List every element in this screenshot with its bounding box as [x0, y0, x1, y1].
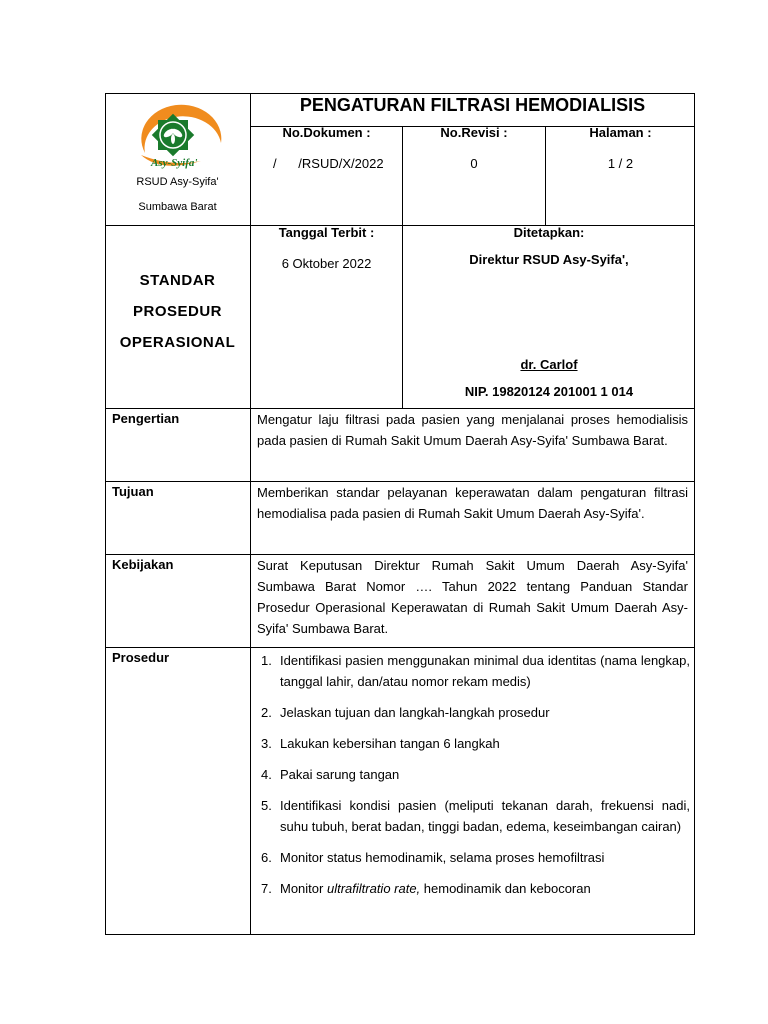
border-right	[694, 93, 695, 935]
step-number: 2.	[261, 705, 272, 720]
procedure-step	[255, 702, 690, 723]
step-text: Identifikasi pasien menggunakan minimal dua identitas (nama lengkap, tanggal lahir, dan/atau nomor rekam medis)	[280, 653, 690, 689]
step-number: 3.	[261, 736, 272, 751]
doc-number-label: No.Dokumen :	[282, 125, 371, 140]
tujuan-text: Memberikan standar pelayanan keperawatan dalam pengaturan filtrasi hemodialisa pada pasien di Rumah Sakit Umum Daerah Asy-Syifa'.	[257, 485, 688, 521]
procedure-step	[255, 795, 690, 837]
tujuan-label: Tujuan	[112, 484, 154, 499]
sop-title-line-3: OPERASIONAL	[119, 334, 236, 351]
procedure-step	[255, 650, 690, 692]
approved-label: Ditetapkan:	[513, 225, 585, 240]
step-text: Jelaskan tujuan dan langkah-langkah prosedur	[280, 705, 550, 720]
logo-wordmark: Asy-Syifa'	[151, 157, 198, 169]
document-title: PENGATURAN FILTRASI HEMODIALISIS	[299, 95, 646, 115]
procedure-step	[255, 878, 690, 899]
pengertian-text: Mengatur laju filtrasi pada pasien yang menjalanai proses hemodialisis pada pasien di Rumah Sakit Umum Daerah Asy-Syifa' Sumbawa Barat.	[257, 412, 688, 448]
step-text: Pakai sarung tangan	[280, 767, 400, 782]
procedure-step	[255, 847, 690, 868]
label-column-divider	[250, 93, 251, 935]
hospital-logo	[131, 103, 227, 173]
procedure-step	[255, 733, 690, 754]
step-number: 4.	[261, 767, 272, 782]
prosedur-label: Prosedur	[112, 650, 170, 665]
border-bottom	[105, 934, 695, 935]
sop-title-line-2: PROSEDUR	[132, 303, 222, 320]
pengertian-label: Pengertian	[112, 411, 180, 426]
issue-date-label: Tanggal Terbit :	[278, 225, 375, 240]
hospital-name: RSUD Asy-Syifa'	[136, 176, 219, 188]
page-value: 1 / 2	[607, 156, 634, 171]
revision-value: 0	[470, 156, 478, 171]
approver-name: dr. Carlof	[520, 357, 578, 372]
step-text: Lakukan kebersihan tangan 6 langkah	[280, 736, 500, 751]
kebijakan-label: Kebijakan	[112, 557, 174, 572]
step-text-prefix: Monitor	[280, 881, 327, 896]
approver-title: Direktur RSUD Asy-Syifa',	[469, 252, 629, 267]
procedure-list	[255, 650, 690, 909]
revision-label: No.Revisi :	[440, 125, 508, 140]
row-divider-5	[105, 647, 695, 648]
hospital-location: Sumbawa Barat	[138, 201, 217, 213]
procedure-step	[255, 764, 690, 785]
step-number: 1.	[261, 653, 272, 668]
doc-number-value: / /RSUD/X/2022	[273, 156, 384, 171]
sop-title-line-1: STANDAR	[139, 272, 216, 289]
page-label: Halaman :	[589, 125, 652, 140]
step-number: 6.	[261, 850, 272, 865]
approver-nip: NIP. 19820124 201001 1 014	[464, 384, 634, 399]
step-text-suffix: hemodinamik dan kebocoran	[420, 881, 591, 896]
step-text: Identifikasi kondisi pasien (meliputi tekanan darah, frekuensi nadi, suhu tubuh, berat badan, tinggi badan, edema, keseimbangan cairan)	[280, 798, 690, 834]
step-number: 7.	[261, 881, 272, 896]
kebijakan-text: Surat Keputusan Direktur Rumah Sakit Umum Daerah Asy-Syifa' Sumbawa Barat Nomor …. Tahun 2022 tentang Panduan Standar Prosedur Operasional Keperawatan di Rumah Sakit Umum Daerah Asy-Syifa' Sumbawa Barat.	[257, 558, 688, 636]
sop-document	[105, 93, 695, 935]
border-left	[105, 93, 106, 935]
issue-date-value: 6 Oktober 2022	[281, 256, 372, 271]
step-text: Monitor status hemodinamik, selama proses hemofiltrasi	[280, 850, 605, 865]
step-text-italic: ultrafiltratio rate,	[326, 881, 421, 896]
step-number: 5.	[261, 798, 272, 813]
